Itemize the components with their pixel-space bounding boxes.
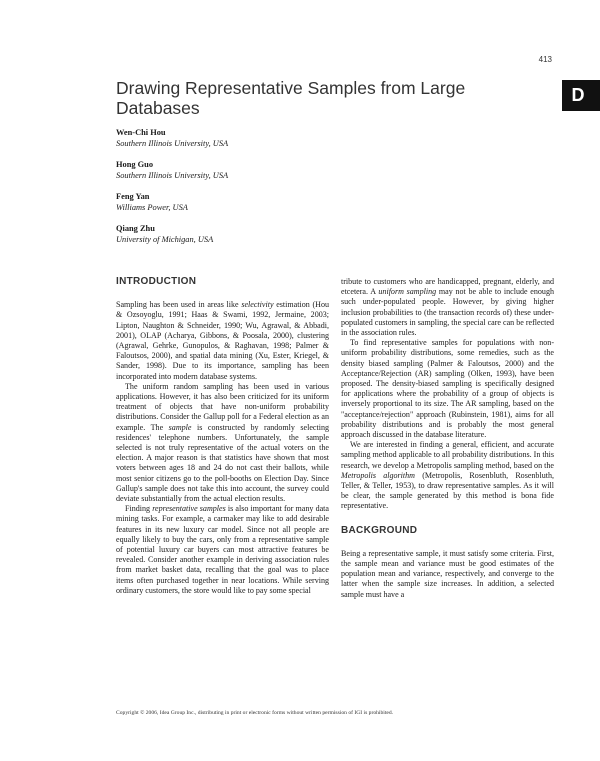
author-affiliation: Southern Illinois University, USA: [116, 138, 229, 148]
text-run: tribute to customers who are handicapped, pregnant, elderly, and etcetera. A: [341, 277, 554, 297]
emphasis-term: sample: [168, 422, 192, 432]
author-affiliation: Williams Power, USA: [116, 202, 188, 212]
intro-paragraph-2: [116, 382, 329, 504]
emphasis-term: Metropolis algorithm: [341, 470, 415, 480]
right-column: [341, 277, 554, 600]
author-entry: [116, 160, 416, 181]
emphasis-term: uniform sampling: [378, 287, 437, 297]
text-run: Finding: [125, 504, 153, 514]
author-entry: [116, 128, 416, 149]
author-affiliation: Southern Illinois University, USA: [116, 170, 229, 180]
background-heading: BACKGROUND: [341, 524, 418, 536]
text-run: Sampling has been used in areas like: [116, 300, 242, 310]
text-run: (Metropolis, Rosenbluth, Rosenbluth, Teller, & Teller, 1953), to draw representative samples. As it will be clear, the sample generated by this method is bona fide representative.: [341, 470, 554, 511]
introduction-heading: INTRODUCTION: [116, 276, 197, 287]
emphasis-term: representative samples: [152, 504, 226, 514]
background-paragraph-1: Being a representative sample, it must satisfy some criteria. First, the sample mean and variance must be good estimates of the population mean and variance, respectively, and converge to the latter when the sample size increases. In addition, a selected sample must have a: [341, 548, 554, 599]
author-name: Wen-Chi Hou: [116, 128, 166, 137]
text-run: is constructed by randomly selecting residences' telephone numbers. Unfortunately, the sample selected is not truly representative of the actual voters on the election. A major reason is that statistics have shown that most voters between ages 18 and 24 do not cast their ballots, while most senior citizens go to the poll-booths on Election Day. Since Gallup's sample does not take this into account, the survey could deviate substantially from the actual election results.: [116, 422, 329, 504]
article-title: Drawing Representative Samples from Large Databases: [116, 78, 466, 118]
intro-paragraph-5: To find representative samples for populations with non-uniform probability distributions, some remedies, such as the density biased sampling (Palmer & Faloutsos, 2000) and the Acceptance/Rejection (AR) sampling (Olken, 1993), have been proposed. The density-biased sampling is specifically designed for applications where the probability of a group of objects is inversely proportional to its size. The AR sampling, based on the "acceptance/rejection" approach (Rubinstein, 1981), aims for all probability distributions and is probably the most general approach discussed in the database literature.: [341, 338, 554, 440]
author-name: Qiang Zhu: [116, 224, 155, 233]
text-run: is also important for many data mining tasks. For example, a carmaker may like to add desirable features in its new luxury car model. Since not all people are equally likely to buy the cars, only from a representative sample of potential luxury car buyers can most attractive features be revealed. Consider another example in deriving association rules from market basket data, recalling that the goal was to place items often purchased together in near locations. While serving ordinary customers, the store would like to pay some special: [116, 504, 329, 595]
left-column: [116, 277, 329, 596]
intro-paragraph-1: [116, 300, 329, 382]
author-affiliation: University of Michigan, USA: [116, 234, 214, 244]
page-number: 413: [538, 55, 552, 64]
text-run: estimation (Hou & Ozsoyoglu, 1991; Haas & Swami, 1992, Jermaine, 2003; Lipton, Naughton & Schneider, 1990; Wu, Agrawal, & Abbadi, 2001), OLAP (Acharya, Gibbons, & Poosala, 2000), clustering (Agrawal, Gehrke, Gunopulos, & Raghavan, 1998; Palmer & Faloutsos, 2000), and spatial data mining (Xu, Ester, Kriegel, & Sander, 1998). Due to its importance, sampling has been incorporated into modern database systems.: [116, 300, 329, 381]
copyright-notice: Copyright © 2006, Idea Group Inc., distributing in print or electronic forms without written permission of IGI is prohibited.: [116, 710, 394, 716]
author-entry: [116, 192, 416, 213]
author-entry: [116, 224, 416, 245]
author-list: [116, 128, 416, 256]
author-name: Feng Yan: [116, 192, 150, 201]
author-name: Hong Guo: [116, 160, 154, 169]
text-run: The uniform random sampling has been used in various applications. However, it has also been criticized for its uniform treatment of objects that have non-uniform probability distributions. Consider the Gallup poll for a Federal election as an example. The: [116, 381, 329, 432]
section-letter-tab: D: [562, 80, 600, 111]
intro-paragraph-6: [341, 440, 554, 511]
intro-paragraph-3: [116, 504, 329, 596]
text-run: may not be able to include enough such under-populated people. However, by giving higher inclusion probabilities to (the transaction records of) these under-populated customers in sampling, the special care can be reflected in the association rules.: [341, 287, 554, 338]
intro-paragraph-4: [341, 277, 554, 338]
emphasis-term: selectivity: [241, 300, 274, 310]
text-run: We are interested in finding a general, efficient, and accurate sampling method applicable to all probability distributions. In this research, we develop a Metropolis sampling method, based on the: [341, 440, 554, 470]
